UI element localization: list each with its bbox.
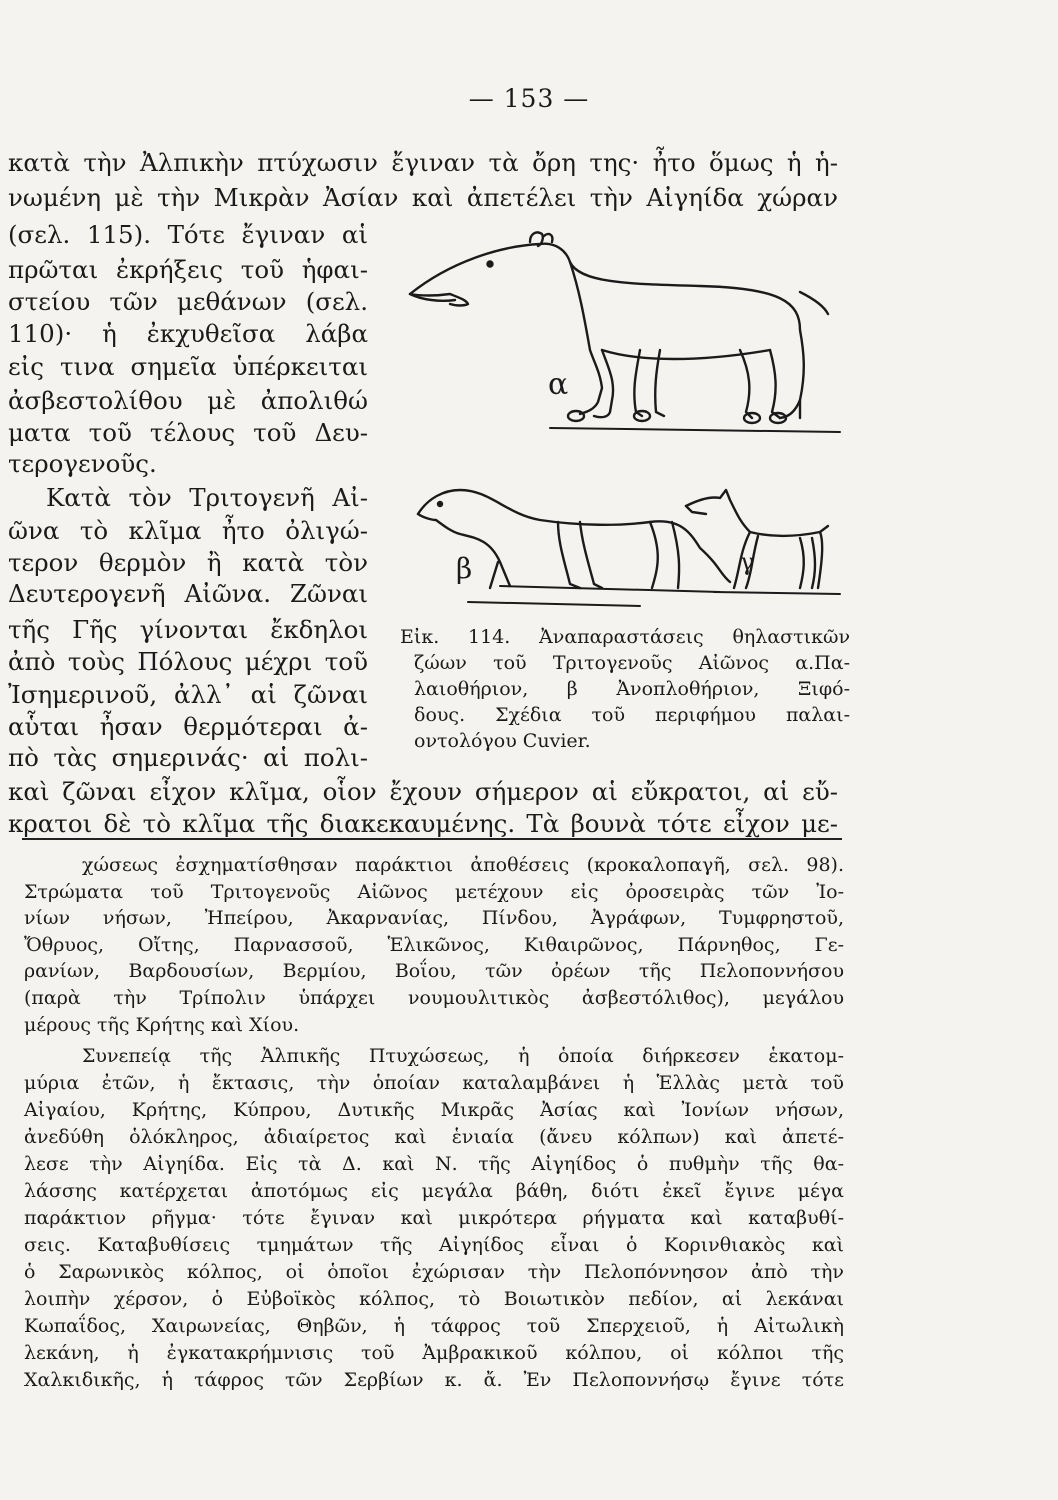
body-line: αὗται ἦσαν θερμότεραι ἀ- bbox=[8, 712, 368, 741]
body-line: Κατὰ τὸν Τριτογενῆ Αἰ- bbox=[46, 483, 368, 512]
footnote-line: (παρὰ τὴν Τρίπολιν ὑπάρχει νουμουλιτικὸς ἀσβεστόλιθος), μεγάλου bbox=[24, 987, 844, 1009]
figure-label-alpha: α bbox=[548, 367, 569, 402]
body-line: ἀπὸ τοὺς Πόλους μέχρι τοῦ bbox=[8, 647, 368, 676]
footnote-line: Στρώματα τοῦ Τριτογενοῦς Αἰῶνος μετέχουν εἰς ὀροσειρὰς τῶν Ἰο- bbox=[24, 881, 844, 903]
xiphodon-drawing bbox=[686, 490, 840, 594]
body-line: Ἰσημερινοῦ, ἀλλ᾽ αἱ ζῶναι bbox=[8, 680, 368, 709]
body-line: πρῶται ἐκρήξεις τοῦ ἡφαι- bbox=[8, 255, 368, 284]
footnote-line: Συνεπείᾳ τῆς Ἀλπικῆς Πτυχώσεως, ἡ ὁποία διήρκεσεν ἑκατομ- bbox=[82, 1045, 844, 1067]
footnote-line: μέρους τῆς Κρήτης καὶ Χίου. bbox=[24, 1014, 300, 1036]
anoplotherium-drawing bbox=[418, 490, 730, 606]
body-line: πὸ τὰς σημερινάς· αἱ πολι- bbox=[8, 743, 368, 772]
body-line: εἰς τινα σημεῖα ὑπέρκειται bbox=[8, 352, 368, 381]
body-line: ματα τοῦ τέλους τοῦ Δευ- bbox=[8, 418, 368, 447]
figure-caption-line: λαιοθήριον, β Ἀνοπλοθήριον, Ξιφό- bbox=[414, 678, 850, 700]
body-line: (σελ. 115). Τότε ἔγιναν αἱ bbox=[8, 220, 368, 249]
body-line: τερογενοῦς. bbox=[8, 449, 157, 478]
page-number: — 153 — bbox=[468, 84, 590, 113]
body-line: κρατοι δὲ τὸ κλῖμα τῆς διακεκαυμένης. Τὰ βουνὰ τότε εἶχον με- bbox=[8, 809, 838, 838]
footnote-line: ὁ Σαρωνικὸς κόλπος, οἱ ὁποῖοι ἐχώρισαν τὴν Πελοπόννησον ἀπὸ τὴν bbox=[24, 1261, 844, 1283]
footnote-line: μύρια ἐτῶν, ἡ ἔκτασις, τὴν ὁποίαν καταλαμβάνει ἡ Ἑλλὰς μετὰ τοῦ bbox=[24, 1072, 844, 1094]
footnote-line: ρανίων, Βαρδουσίων, Βερμίου, Βοΐου, τῶν ὀρέων τῆς Πελοποννήσου bbox=[24, 960, 844, 982]
footnote-line: ἀνεδύθη ὁλόκληρος, ἀδιαίρετος καὶ ἑνιαία (ἄνευ κόλπων) καὶ ἀπετέ- bbox=[24, 1126, 844, 1148]
body-line: τερον θερμὸν ἢ κατὰ τὸν bbox=[8, 548, 368, 577]
footnote-line: Κωπαΐδος, Χαιρωνείας, Θηβῶν, ἡ τάφρος τοῦ Σπερχειοῦ, ἡ Αἰτωλικὴ bbox=[24, 1315, 844, 1337]
figure-label-beta: β bbox=[456, 552, 473, 585]
body-line: καὶ ζῶναι εἶχον κλῖμα, οἷον ἔχουν σήμερον αἱ εὔκρατοι, αἱ εὔ- bbox=[8, 777, 838, 806]
figure-label-gamma: γ bbox=[740, 548, 755, 576]
body-line: ῶνα τὸ κλῖμα ἦτο ὀλιγώ- bbox=[8, 516, 368, 545]
footnote-line: σεις. Καταβυθίσεις τμημάτων τῆς Αἰγηίδος εἶναι ὁ Κορινθιακὸς καὶ bbox=[24, 1234, 844, 1256]
footnote-line: νίων νήσων, Ἠπείρου, Ἀκαρνανίας, Πίνδου, Ἀγράφων, Τυμφρηστοῦ, bbox=[24, 907, 844, 929]
figure-caption-line: Εἰκ. 114. Ἀναπαραστάσεις θηλαστικῶν bbox=[400, 626, 850, 648]
body-line: 110)· ἡ ἐκχυθεῖσα λάβα bbox=[8, 319, 368, 348]
footnote-line: λοιπὴν χέρσον, ὁ Εὐβοϊκὸς κόλπος, τὸ Βοιωτικὸν πεδίον, αἱ λεκάναι bbox=[24, 1288, 844, 1310]
footnote-line: λεσε τὴν Αἰγηίδα. Εἰς τὰ Δ. καὶ Ν. τῆς Αἰγηίδος ὁ πυθμὴν τῆς θα- bbox=[24, 1153, 844, 1175]
mammal-reconstruction-drawings bbox=[380, 222, 850, 622]
body-line: Δευτερογενῆ Αἰῶνα. Ζῶναι bbox=[8, 579, 368, 608]
body-line: ἀσβεστολίθου μὲ ἀπολιθώ bbox=[8, 386, 368, 415]
footnote-line: λάσσης κατέρχεται ἀποτόμως εἰς μεγάλα βάθη, διότι ἐκεῖ ἔγινε μέγα bbox=[24, 1180, 844, 1202]
body-line: τῆς Γῆς γίνονται ἔκδηλοι bbox=[8, 615, 368, 644]
footnote-line: Χαλκιδικῆς, ἡ τάφρος τῶν Σερβίων κ. ἄ. Ἐν Πελοποννήσῳ ἔγινε τότε bbox=[24, 1369, 844, 1391]
footnote-line: παράκτιον ρῆγμα· τότε ἔγιναν καὶ μικρότερα ρήγματα καὶ καταβυθί- bbox=[24, 1207, 844, 1229]
body-line: νωμένη μὲ τὴν Μικρὰν Ἀσίαν καὶ ἀπετέλει τὴν Αἰγηίδα χώραν bbox=[8, 183, 838, 212]
footnote-line: Αἰγαίου, Κρήτης, Κύπρου, Δυτικῆς Μικρᾶς Ἀσίας καὶ Ἰονίων νήσων, bbox=[24, 1099, 844, 1121]
figure-caption-line: δους. Σχέδια τοῦ περιφήμου παλαι- bbox=[414, 704, 850, 726]
body-line: κατὰ τὴν Ἀλπικὴν πτύχωσιν ἔγιναν τὰ ὄρη της· ἦτο ὅμως ἡ ἡ- bbox=[8, 148, 838, 177]
footnote-line: λεκάνη, ἡ ἐγκατακρήμνισις τοῦ Ἀμβρακικοῦ κόλπου, οἱ κόλποι τῆς bbox=[24, 1342, 844, 1364]
figure-caption-line: οντολόγου Cuvier. bbox=[414, 730, 591, 752]
footnote-line: χώσεως ἐσχηματίσθησαν παράκτιοι ἀποθέσεις (κροκαλοπαγῆ, σελ. 98). bbox=[82, 854, 844, 876]
palaeotherium-drawing bbox=[410, 232, 840, 432]
figure-caption-line: ζώων τοῦ Τριτογενοῦς Αἰῶνος α.Πα- bbox=[414, 652, 850, 674]
footnote-divider bbox=[22, 838, 842, 840]
body-line: στείου τῶν μεθάνων (σελ. bbox=[8, 287, 368, 316]
footnote-line: Ὄθρυος, Οἴτης, Παρνασσοῦ, Ἑλικῶνος, Κιθαιρῶνος, Πάρνηθος, Γε- bbox=[24, 934, 844, 956]
figure-114 bbox=[380, 222, 850, 622]
